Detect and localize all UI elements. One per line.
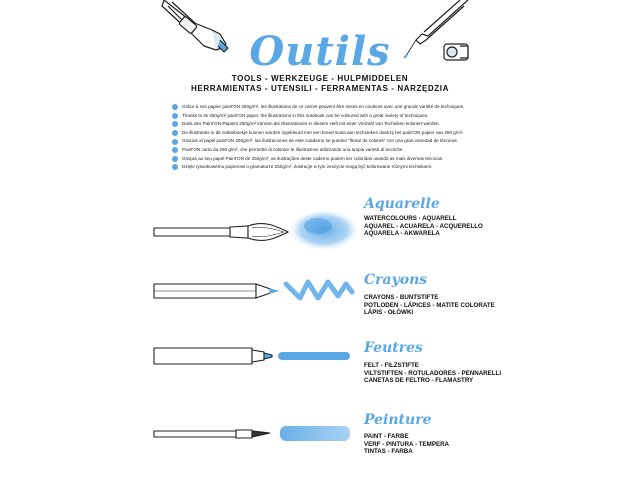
language-bullet-icon [172, 121, 178, 127]
section-line: TINTAS - FARBA [364, 448, 413, 456]
language-item [172, 103, 502, 112]
language-item [172, 137, 502, 146]
language-text: De illustraties in dit notitieboekje kunnen worden ingekleurd met een breed scala aan technieken dankzij het paint'ON papier van 250 g/m². [182, 129, 464, 135]
language-text: Paint'ON carta da 250 g/m², che permette di colorare le illustrazioni utilizzando una ampia varietà di tecniche. [182, 146, 404, 152]
language-text: Graças ao seu papel Paint'ON de 250g/m², as ilustrações deste caderno podem ser coloridas usando as mais diversas técnicas. [182, 155, 444, 161]
language-bullet-icon [172, 156, 178, 162]
section-line: PAINT - FARBE [364, 433, 409, 440]
section-line: CRAYONS - BUNTSTIFTE [364, 294, 439, 301]
section-title-feutres: Feutres [364, 340, 423, 356]
pencil-illustration [152, 276, 362, 306]
section-lines-feutres [364, 362, 501, 385]
section-line: LÁPIS - OŁÓWKI [364, 309, 414, 317]
page-title: Outils [249, 28, 391, 75]
language-item [172, 163, 502, 172]
language-item [172, 112, 502, 121]
section-lines-peinture [364, 433, 449, 456]
language-bullet-icon [172, 130, 178, 136]
language-item [172, 129, 502, 138]
section-line: WATERCOLOURS - AQUARELL [364, 215, 457, 222]
language-bullet-icon [172, 164, 178, 170]
section-lines-crayons [364, 294, 495, 317]
language-list [172, 103, 502, 172]
section-lines-aquarelle [364, 215, 483, 238]
watercolour-brush-illustration [152, 206, 362, 258]
section-line: CANETAS DE FELTRO - FLAMASTRY [364, 377, 474, 385]
language-item [172, 155, 502, 164]
language-item [172, 120, 502, 129]
language-text: Dzięki rysunkowemu papierowi o gramaturze 250g/m², ilustracje w tym zeszycie mogą być kolorowane różnymi technikami. [182, 164, 433, 170]
section-line: VILTSTIFTEN - ROTULADORES - PENNARELLI [364, 369, 502, 377]
language-text: Grâce à son papier paint'ON 250g/m², les illustrations de ce carnet peuvent être mises en couleurs avec une grande variété de techniques. [182, 104, 465, 109]
section-title-aquarelle: Aquarelle [364, 196, 440, 212]
language-bullet-icon [172, 104, 178, 110]
subtitle-line-1: TOOLS - WERKZEUGE - HULPMIDDELEN [231, 74, 409, 83]
language-text: Dank des Paint'ON-Papiers 250g/m² können die Illustrationen in diesem Heft mit einer Vielzahl von Techniken koloriert werden. [182, 121, 440, 127]
section-title-peinture: Peinture [364, 412, 432, 428]
paint-brush-illustration [152, 422, 362, 446]
language-text: Thanks to its 250g/m² paint'ON paper, the illustrations in this notebook can be coloured with a great variety of techniques. [182, 112, 429, 118]
section-line: AQUAREL - ACUARELA - ACQUERELLO [364, 222, 483, 230]
language-bullet-icon [172, 113, 178, 119]
subtitle-line-2: HERRAMIENTAS - UTENSILI - FERRAMENTAS - NARZĘDZIA [191, 84, 449, 93]
language-bullet-icon [172, 147, 178, 153]
section-line: VERF - PINTURA - TEMPERA [364, 440, 450, 448]
section-title-crayons: Crayons [364, 272, 428, 288]
section-line: POTLODEN - LÁPICES - MATITE COLORATE [364, 301, 495, 309]
section-line: AQUARELA - AKWARELA [364, 230, 440, 238]
felt-pen-illustration [152, 344, 362, 370]
language-item [172, 146, 502, 155]
language-text: Gracias al papel paint'ON 250g/m², las ilustraciones de este cuaderno se pueden "llenar de colores" con una gran variedad de técnicas. [182, 138, 459, 144]
section-line: FELT - FILZSTIFTE [364, 362, 419, 369]
language-bullet-icon [172, 139, 178, 145]
